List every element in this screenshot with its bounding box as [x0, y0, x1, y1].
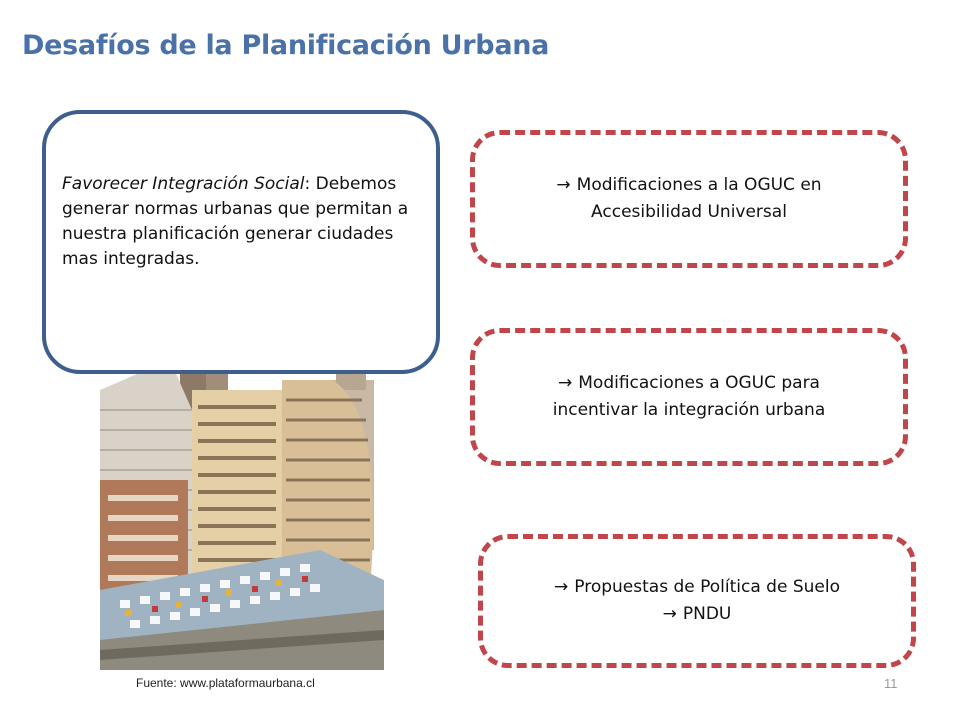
box-politica-suelo — [478, 534, 916, 668]
arrow-right-icon: → — [556, 175, 571, 195]
callout-colon: : — [304, 174, 311, 194]
callout-text — [62, 172, 422, 272]
callout-body: Debemos generar normas urbanas que permitan a nuestra planificación generar ciudades mas integradas. — [62, 174, 409, 269]
box-2-line-2: incentivar la integración urbana — [552, 400, 826, 420]
arrow-right-icon: → — [554, 577, 569, 597]
box-3-line-1: → Propuestas de Política de Suelo — [554, 577, 840, 597]
page-number: 11 — [884, 676, 898, 691]
box-1-line-2: Accesibilidad Universal — [591, 202, 787, 222]
box-3-line-2: → PNDU — [662, 604, 732, 624]
callout-label: Favorecer Integración Social — [62, 174, 305, 194]
slide-title: Desafíos de la Planificación Urbana — [22, 30, 550, 61]
urban-buildings-image — [100, 350, 384, 670]
arrow-right-icon: → — [558, 373, 573, 393]
source-caption: Fuente: www.plataformaurbana.cl — [136, 676, 315, 690]
box-2-line-1: → Modificaciones a OGUC para — [558, 373, 820, 393]
box-accesibilidad — [470, 130, 908, 268]
arrow-right-icon: → — [662, 604, 677, 624]
box-integracion — [470, 328, 908, 466]
box-1-line-1: → Modificaciones a la OGUC en — [556, 175, 822, 195]
